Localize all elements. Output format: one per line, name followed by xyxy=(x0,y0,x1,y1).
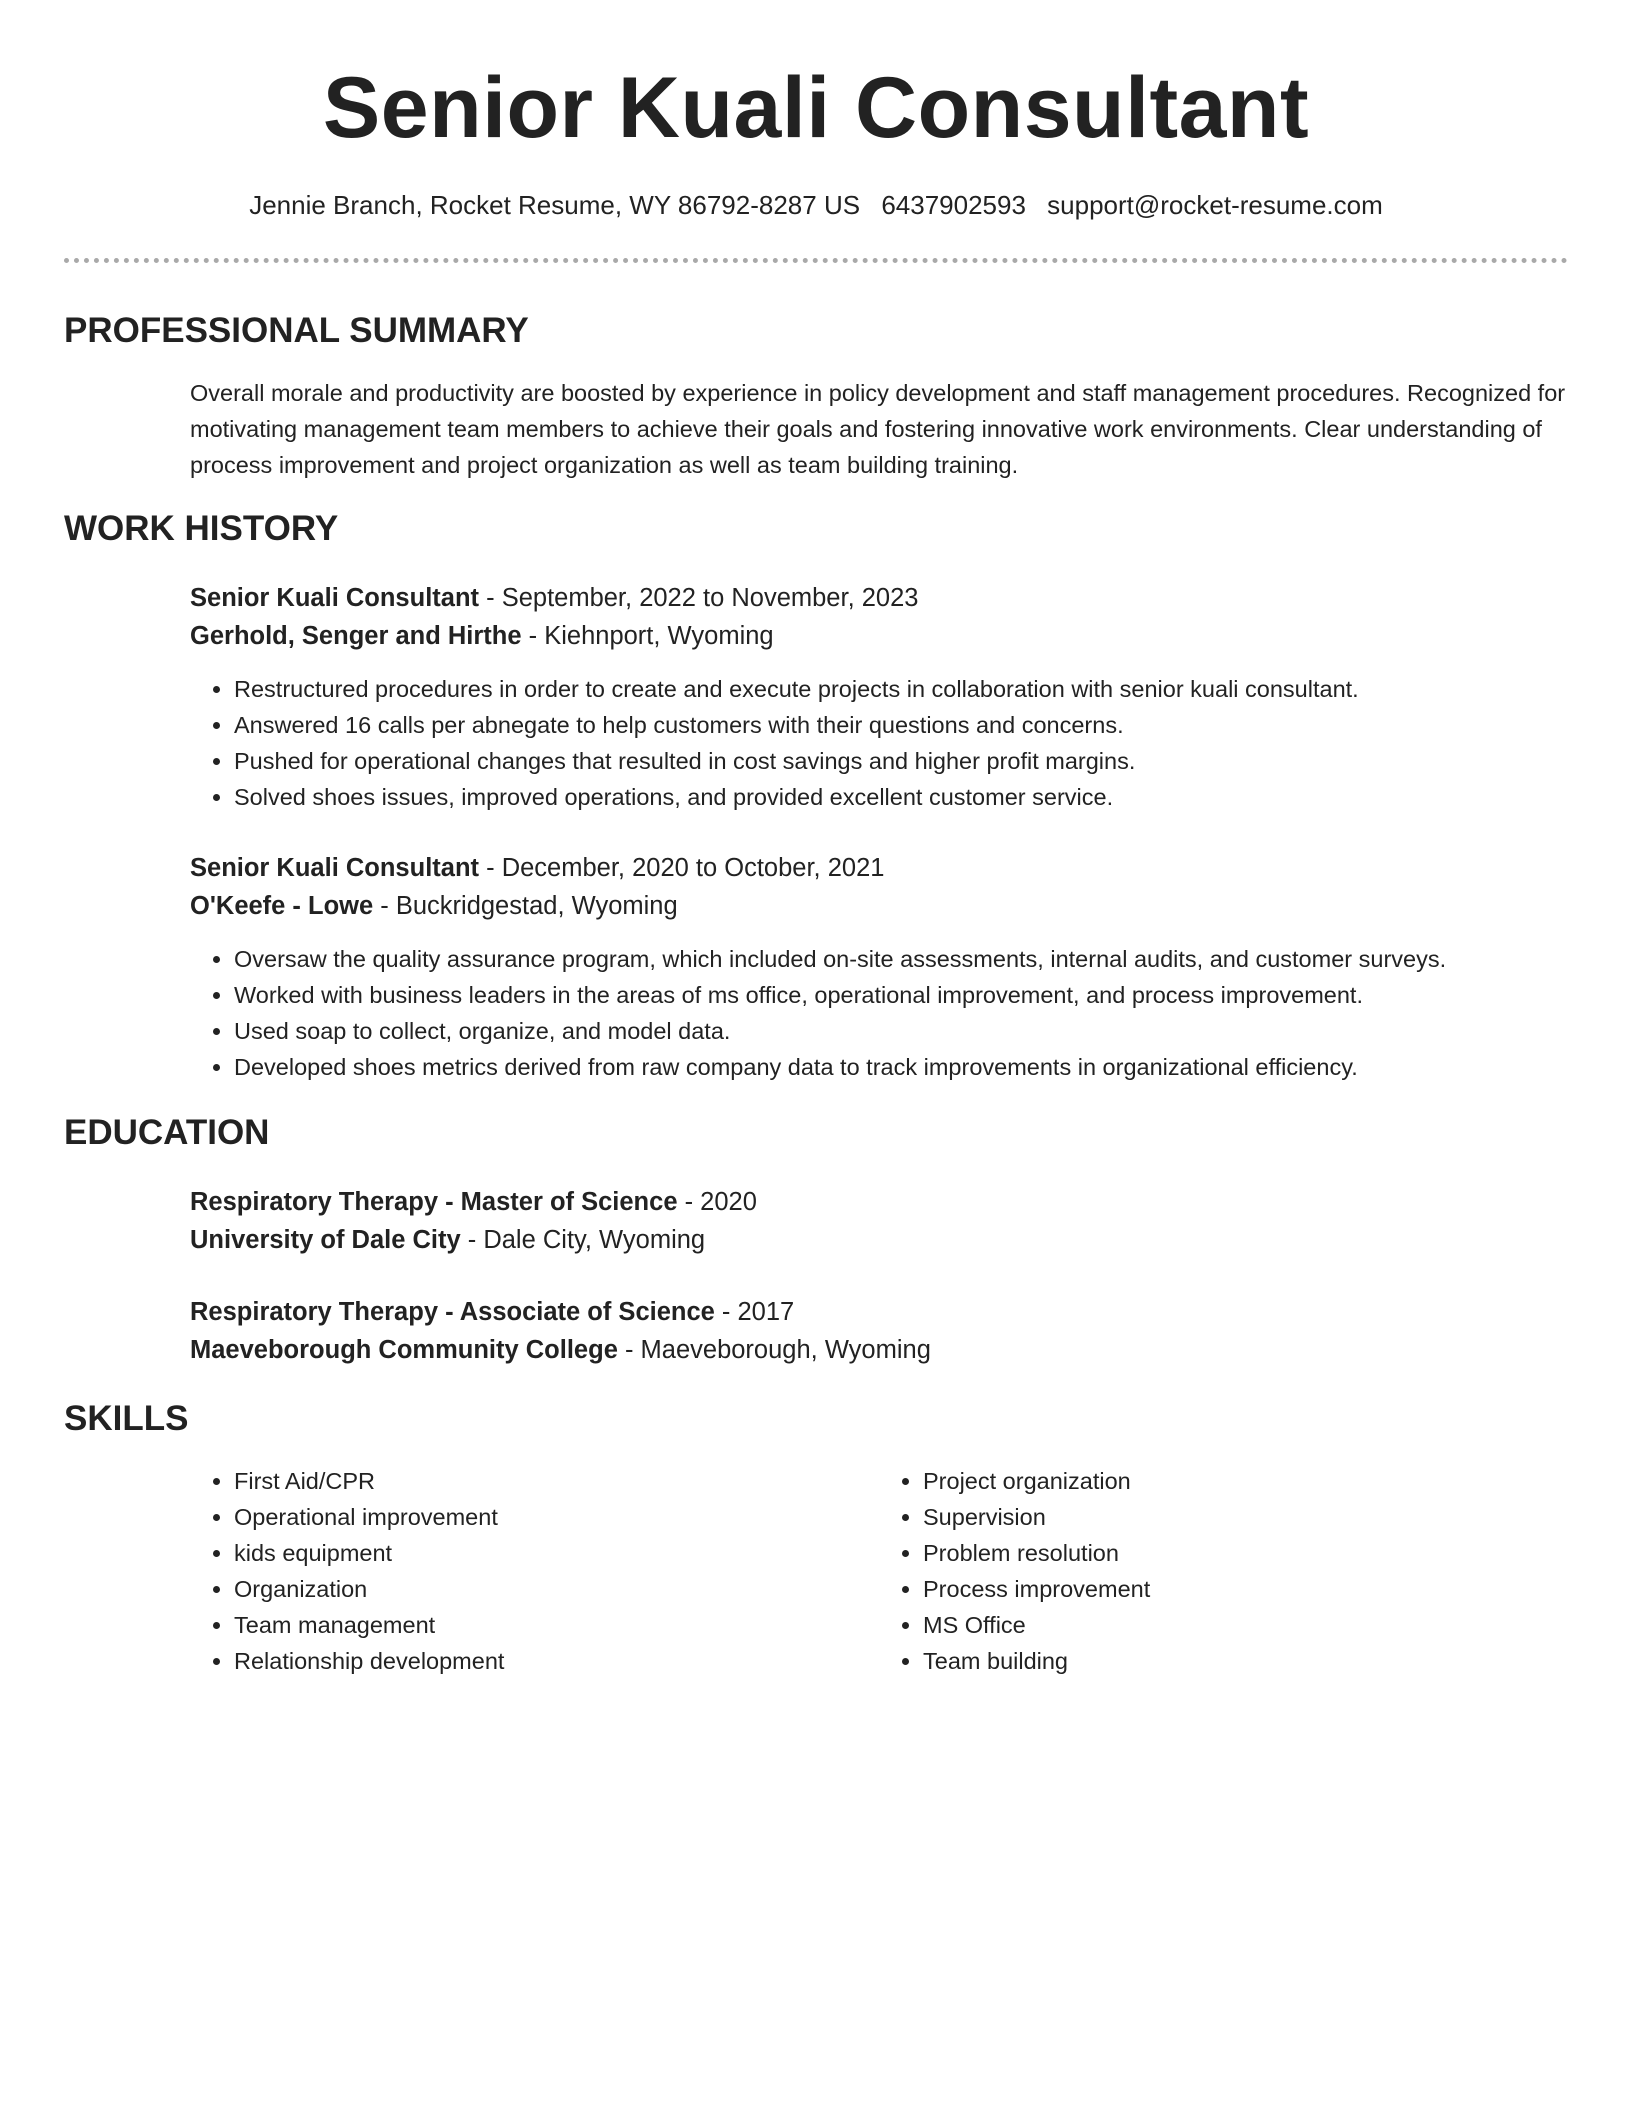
list-item: • Solved shoes issues, improved operations, and provided excellent customer service. xyxy=(234,779,1568,815)
education-section xyxy=(64,1111,1568,1369)
summary-text: Overall morale and productivity are boosted by experience in policy development and staff management procedures. Recognized for motivating management team members to achieve their goals and fostering innovative work environments. Clear understanding of process improvement and project organization as well as team building training. xyxy=(190,380,1566,478)
degree-name: Respiratory Therapy - Associate of Science xyxy=(190,1298,715,1326)
skill-item: • Organization xyxy=(234,1571,879,1607)
skill-item: • Team management xyxy=(234,1607,879,1643)
work-history-section xyxy=(64,507,1568,1085)
skill-item: • Operational improvement xyxy=(234,1499,879,1535)
page-title: Senior Kuali Consultant xyxy=(322,60,1310,156)
education-entry xyxy=(190,1293,1568,1369)
job-title-line xyxy=(190,849,1568,887)
skills-grid xyxy=(190,1463,1568,1679)
summary-heading: PROFESSIONAL SUMMARY xyxy=(64,311,529,350)
contact-phone: 6437902593 xyxy=(881,190,1026,220)
job-location: - Kiehnport, Wyoming xyxy=(521,622,774,650)
education-entry xyxy=(190,1183,1568,1259)
skills-column-left xyxy=(190,1463,879,1679)
list-item: • Worked with business leaders in the areas of ms office, operational improvement, and process improvement. xyxy=(234,977,1568,1013)
skills-heading: SKILLS xyxy=(64,1399,189,1438)
header-divider xyxy=(64,258,1568,263)
school-name: University of Dale City xyxy=(190,1226,461,1254)
skill-item: • Team building xyxy=(923,1643,1568,1679)
contact-address: Jennie Branch, Rocket Resume, WY 86792-8287 US xyxy=(249,190,861,220)
work-history-heading: WORK HISTORY xyxy=(64,509,339,548)
job-location: - Buckridgestad, Wyoming xyxy=(373,892,678,920)
degree-year: - 2020 xyxy=(677,1188,757,1216)
job-bullets xyxy=(190,941,1568,1085)
school-location: - Dale City, Wyoming xyxy=(460,1226,706,1254)
degree-line xyxy=(190,1293,1568,1331)
job-company-line xyxy=(190,617,1568,655)
skills-column-right xyxy=(879,1463,1568,1679)
skill-item: • Supervision xyxy=(923,1499,1568,1535)
skill-item: • Process improvement xyxy=(923,1571,1568,1607)
job-title-line xyxy=(190,579,1568,617)
degree-line xyxy=(190,1183,1568,1221)
skill-item: • Project organization xyxy=(923,1463,1568,1499)
school-name: Maeveborough Community College xyxy=(190,1336,618,1364)
skill-item: • kids equipment xyxy=(234,1535,879,1571)
job-company: O'Keefe - Lowe xyxy=(190,892,374,920)
skills-section xyxy=(64,1397,1568,1679)
job-dates: - September, 2022 to November, 2023 xyxy=(479,584,919,612)
list-item: • Developed shoes metrics derived from raw company data to track improvements in organizational efficiency. xyxy=(234,1049,1568,1085)
job-company-line xyxy=(190,887,1568,925)
education-heading: EDUCATION xyxy=(64,1113,270,1152)
job-company: Gerhold, Senger and Hirthe xyxy=(190,622,522,650)
school-location: - Maeveborough, Wyoming xyxy=(617,1336,931,1364)
contact-email: support@rocket-resume.com xyxy=(1047,190,1383,220)
list-item: • Answered 16 calls per abnegate to help customers with their questions and concerns. xyxy=(234,707,1568,743)
list-item: • Used soap to collect, organize, and model data. xyxy=(234,1013,1568,1049)
job-role: Senior Kuali Consultant xyxy=(190,854,480,882)
list-item: • Restructured procedures in order to create and execute projects in collaboration with senior kuali consultant. xyxy=(234,671,1568,707)
job-entry xyxy=(190,849,1568,1085)
contact-line xyxy=(0,188,1632,222)
degree-name: Respiratory Therapy - Master of Science xyxy=(190,1188,678,1216)
summary-section xyxy=(64,309,1568,483)
job-entry xyxy=(190,579,1568,815)
job-dates: - December, 2020 to October, 2021 xyxy=(479,854,885,882)
job-role: Senior Kuali Consultant xyxy=(190,584,480,612)
skill-item: • Problem resolution xyxy=(923,1535,1568,1571)
degree-year: - 2017 xyxy=(714,1298,795,1326)
school-line xyxy=(190,1221,1568,1259)
resume-header xyxy=(0,0,1632,222)
job-bullets xyxy=(190,671,1568,815)
skill-item: • MS Office xyxy=(923,1607,1568,1643)
list-item: • Oversaw the quality assurance program, which included on-site assessments, internal audits, and customer surveys. xyxy=(234,941,1568,977)
skill-item: • First Aid/CPR xyxy=(234,1463,879,1499)
skill-item: • Relationship development xyxy=(234,1643,879,1679)
school-line xyxy=(190,1331,1568,1369)
list-item: • Pushed for operational changes that resulted in cost savings and higher profit margins. xyxy=(234,743,1568,779)
